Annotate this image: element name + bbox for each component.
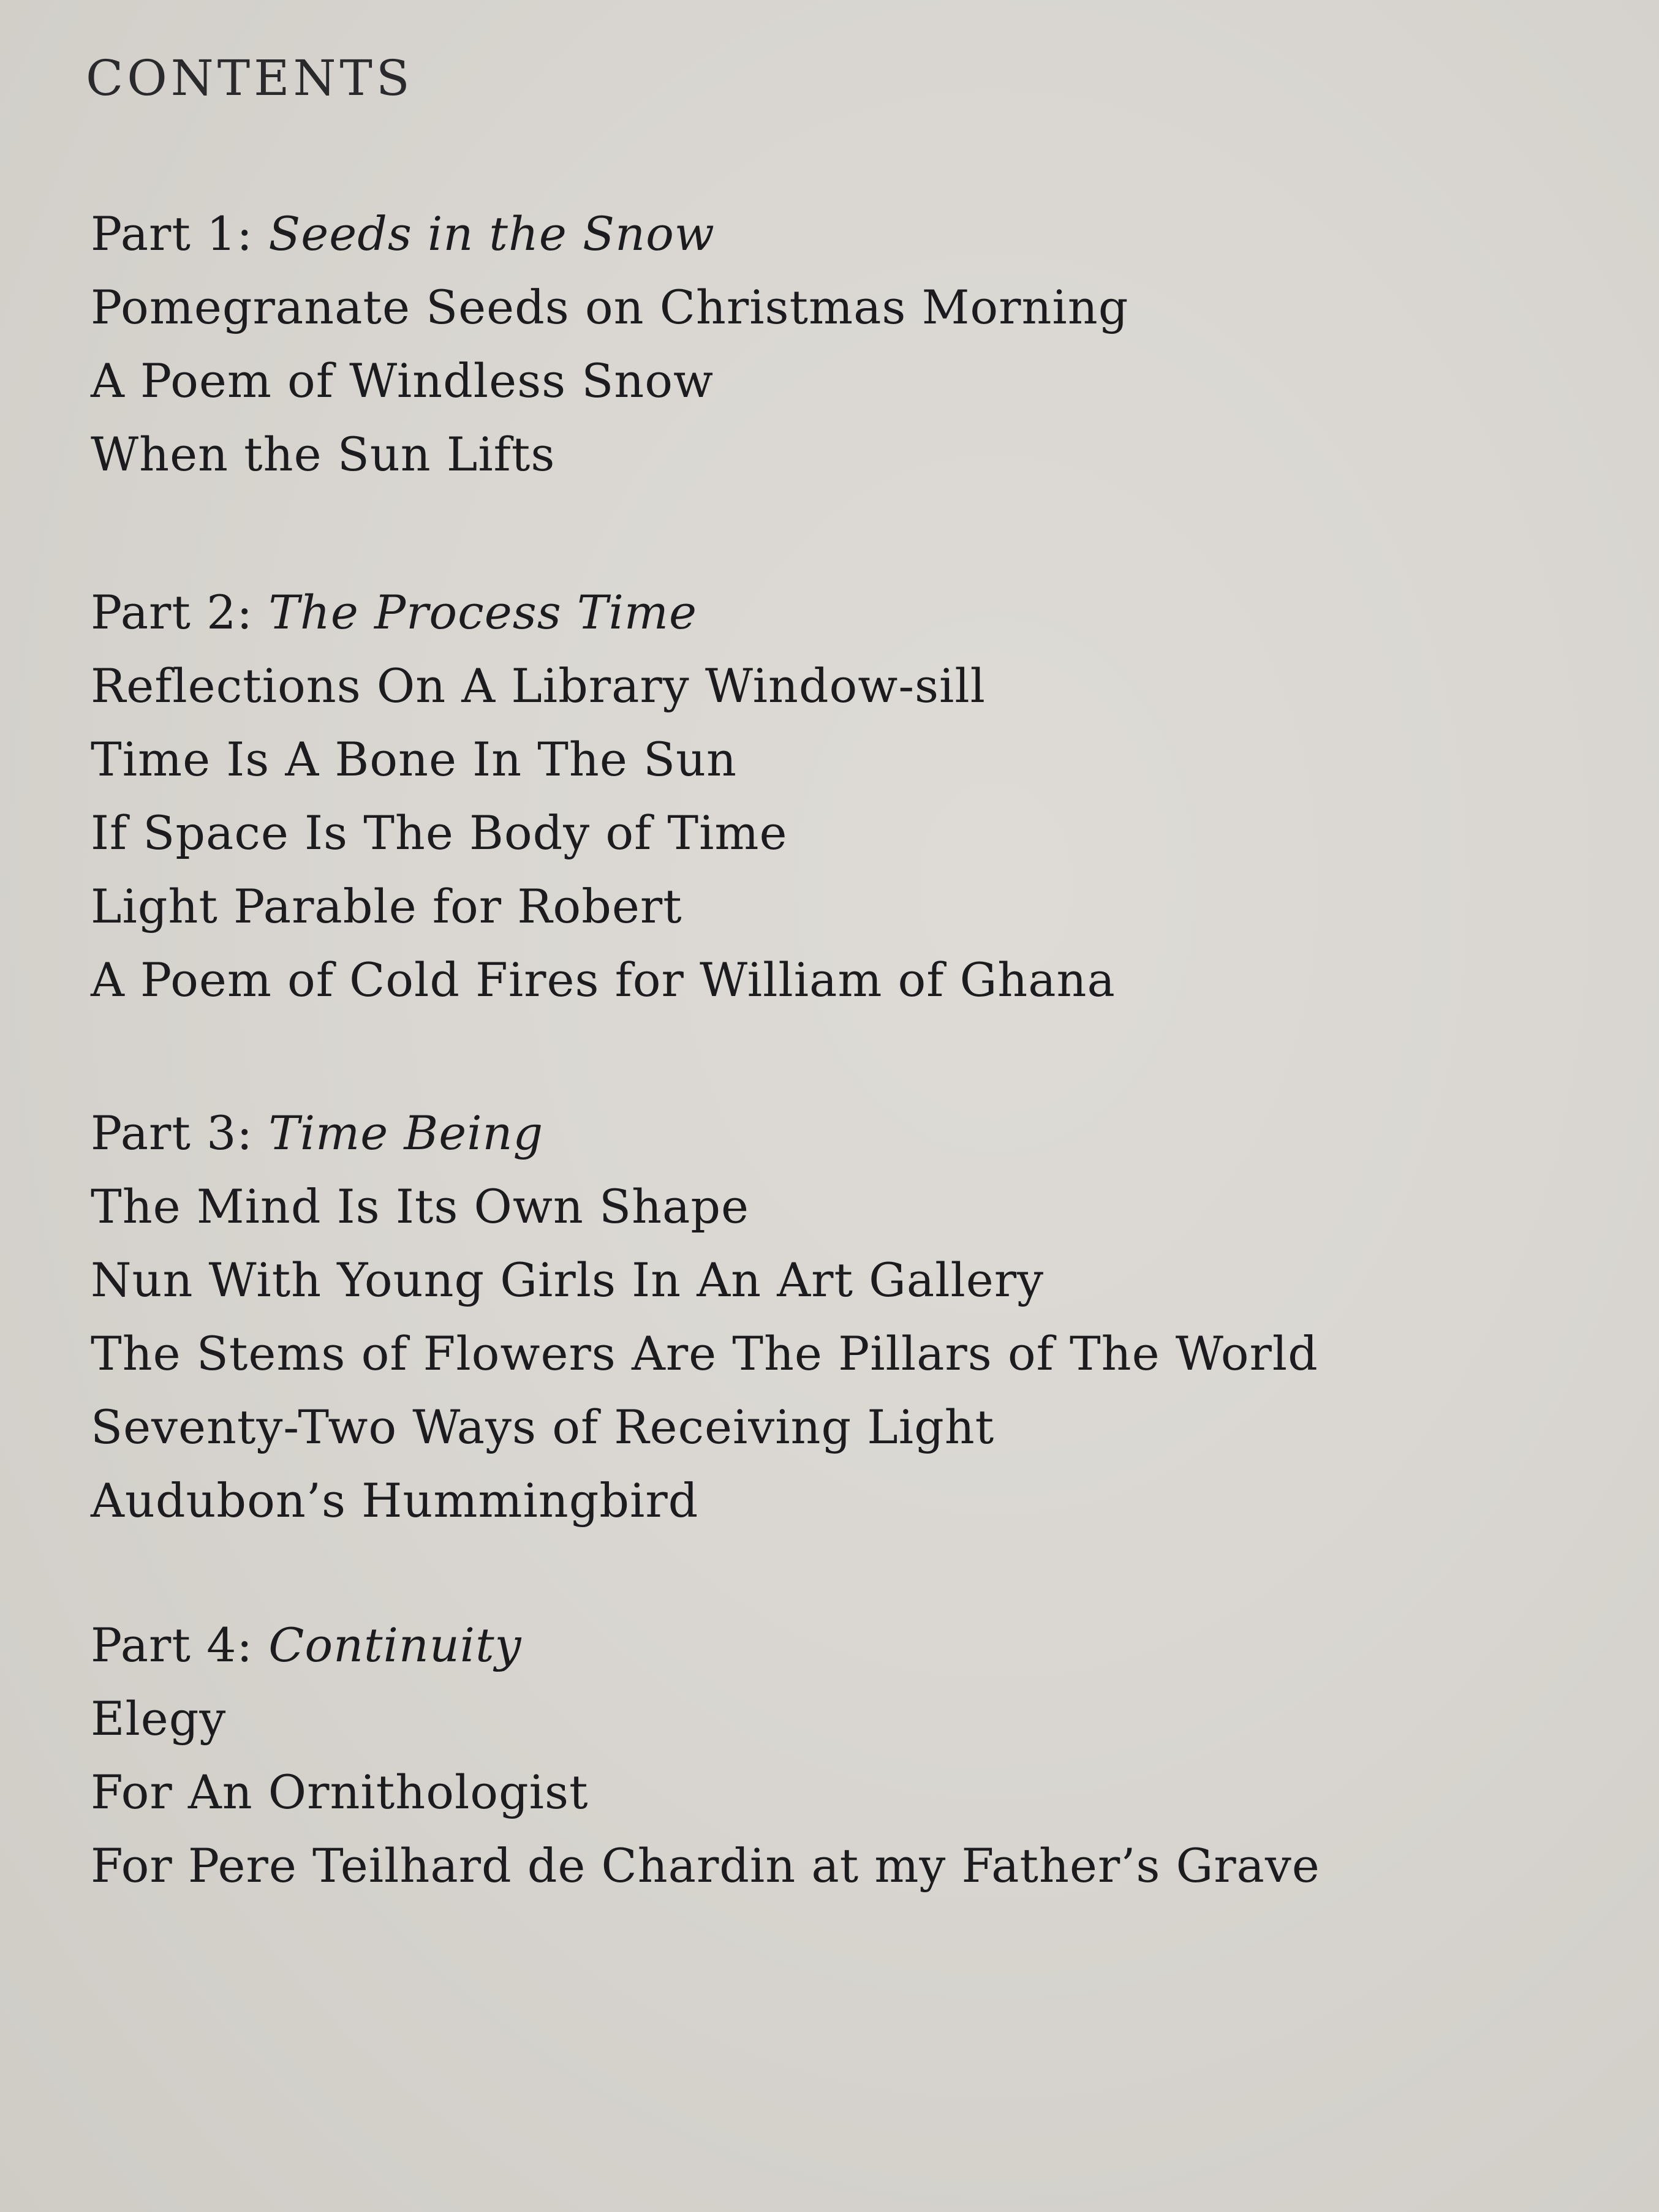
part-subtitle: Continuity — [268, 1618, 522, 1672]
contents-page — [86, 0, 1556, 2212]
part-2-section — [91, 576, 1116, 1017]
part-heading — [91, 197, 1128, 271]
part-heading — [91, 1609, 1320, 1682]
poem-title: When the Sun Lifts — [91, 427, 556, 481]
poem-list — [91, 1682, 1320, 1903]
part-label: Part 1: — [91, 206, 269, 261]
poem-title: For Pere Teilhard de Chardin at my Father’s Grave — [91, 1838, 1320, 1893]
poem-title: Time Is A Bone In The Sun — [91, 732, 737, 787]
part-heading — [91, 576, 1116, 649]
poem-list — [91, 649, 1116, 1017]
part-label: Part 3: — [91, 1106, 269, 1160]
poem-list — [91, 271, 1128, 491]
part-label: Part 2: — [91, 585, 269, 640]
poem-title: Elegy — [91, 1691, 227, 1746]
poem-title: Seventy-Two Ways of Receiving Light — [91, 1400, 995, 1454]
part-subtitle: Seeds in the Snow — [268, 206, 715, 261]
poem-title: If Space Is The Body of Time — [91, 806, 788, 860]
poem-title: For An Ornithologist — [91, 1765, 589, 1819]
poem-title: A Poem of Cold Fires for William of Ghana — [91, 953, 1116, 1007]
poem-title: Pomegranate Seeds on Christmas Morning — [91, 280, 1129, 334]
part-subtitle: The Process Time — [268, 585, 697, 640]
part-3-section — [91, 1097, 1318, 1538]
poem-title: The Stems of Flowers Are The Pillars of The World — [91, 1326, 1318, 1381]
poem-title: Audubon’s Hummingbird — [91, 1473, 699, 1528]
poem-title: The Mind Is Its Own Shape — [91, 1179, 749, 1234]
poem-title: Reflections On A Library Window-sill — [91, 659, 986, 713]
poem-title: Nun With Young Girls In An Art Gallery — [91, 1253, 1045, 1307]
poem-title: A Poem of Windless Snow — [91, 353, 714, 408]
contents-heading: CONTENTS — [86, 50, 414, 107]
part-heading — [91, 1097, 1318, 1170]
part-label: Part 4: — [91, 1618, 269, 1672]
poem-list — [91, 1170, 1318, 1538]
poem-title: Light Parable for Robert — [91, 879, 682, 934]
part-4-section — [91, 1609, 1320, 1903]
part-subtitle: Time Being — [268, 1106, 544, 1160]
part-1-section — [91, 197, 1128, 491]
